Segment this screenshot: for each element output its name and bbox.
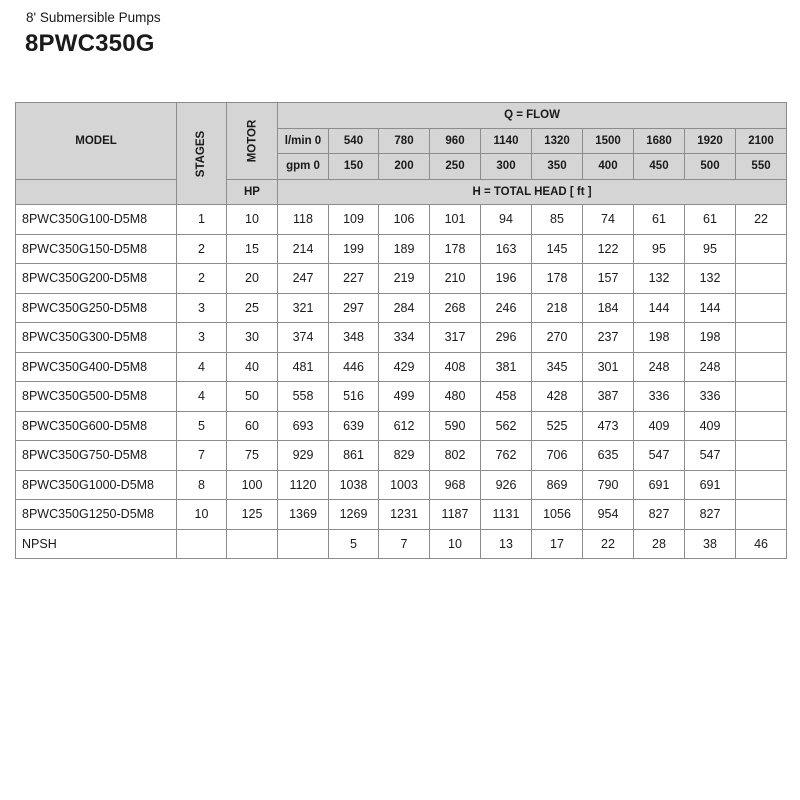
head-cell: 301 (583, 352, 634, 382)
head-cell: 61 (634, 205, 685, 235)
head-cell (736, 500, 787, 530)
head-cell: 446 (329, 352, 379, 382)
head-cell: 210 (430, 264, 481, 294)
lmin-cell: 1680 (634, 128, 685, 154)
head-cell: 345 (532, 352, 583, 382)
npsh-cell (278, 529, 329, 559)
npsh-cell: 13 (481, 529, 532, 559)
table-row (16, 382, 787, 412)
lmin-cell: 780 (379, 128, 430, 154)
table-row (16, 264, 787, 294)
model-cell: 8PWC350G200-D5M8 (16, 264, 177, 294)
head-cell: 248 (634, 352, 685, 382)
head-cell: 317 (430, 323, 481, 353)
head-cell: 237 (583, 323, 634, 353)
head-cell: 118 (278, 205, 329, 235)
head-cell (736, 382, 787, 412)
table-row (16, 500, 787, 530)
page-subtitle: 8' Submersible Pumps (26, 10, 161, 25)
head-cell: 480 (430, 382, 481, 412)
head-cell (736, 352, 787, 382)
head-cell: 199 (329, 234, 379, 264)
stages-cell: 10 (177, 500, 227, 530)
head-cell: 1231 (379, 500, 430, 530)
npsh-cell: 22 (583, 529, 634, 559)
head-cell: 268 (430, 293, 481, 323)
npsh-cell: 5 (329, 529, 379, 559)
head-cell: 802 (430, 441, 481, 471)
stages-cell: 2 (177, 234, 227, 264)
head-cell: 409 (685, 411, 736, 441)
head-cell: 861 (329, 441, 379, 471)
head-cell: 387 (583, 382, 634, 412)
gpm-cell: 350 (532, 154, 583, 180)
table-row (16, 352, 787, 382)
head-cell: 227 (329, 264, 379, 294)
table-row (16, 441, 787, 471)
hp-cell: 40 (227, 352, 278, 382)
stages-header (177, 103, 227, 205)
head-cell: 189 (379, 234, 430, 264)
table-row (16, 234, 787, 264)
header-row-flow (16, 103, 787, 129)
head-cell: 214 (278, 234, 329, 264)
model-header: MODEL (16, 103, 177, 180)
head-cell: 248 (685, 352, 736, 382)
stages-cell: 4 (177, 352, 227, 382)
model-header-spacer (16, 179, 177, 205)
head-cell: 178 (430, 234, 481, 264)
head-cell: 109 (329, 205, 379, 235)
gpm-cell: 450 (634, 154, 685, 180)
table-row (16, 470, 787, 500)
page-title: 8PWC350G (25, 30, 155, 57)
head-cell: 198 (685, 323, 736, 353)
head-cell: 635 (583, 441, 634, 471)
head-header: H = TOTAL HEAD [ ft ] (278, 179, 787, 205)
npsh-row (16, 529, 787, 559)
head-cell: 516 (329, 382, 379, 412)
hp-cell: 75 (227, 441, 278, 471)
header-row-head (16, 179, 787, 205)
model-cell: 8PWC350G250-D5M8 (16, 293, 177, 323)
gpm-cell: 500 (685, 154, 736, 180)
stages-cell: 5 (177, 411, 227, 441)
hp-cell: 30 (227, 323, 278, 353)
head-cell: 827 (634, 500, 685, 530)
lmin-cell: 960 (430, 128, 481, 154)
head-cell: 336 (634, 382, 685, 412)
gpm-cell: 300 (481, 154, 532, 180)
head-cell: 473 (583, 411, 634, 441)
lmin-cell: l/min 0 (278, 128, 329, 154)
head-cell: 22 (736, 205, 787, 235)
head-cell: 321 (278, 293, 329, 323)
head-cell: 95 (634, 234, 685, 264)
head-cell: 829 (379, 441, 430, 471)
head-cell: 247 (278, 264, 329, 294)
lmin-cell: 1500 (583, 128, 634, 154)
head-cell: 458 (481, 382, 532, 412)
model-cell: 8PWC350G100-D5M8 (16, 205, 177, 235)
head-cell: 926 (481, 470, 532, 500)
head-cell: 1131 (481, 500, 532, 530)
model-cell: 8PWC350G150-D5M8 (16, 234, 177, 264)
head-cell: 270 (532, 323, 583, 353)
model-cell: 8PWC350G750-D5M8 (16, 441, 177, 471)
model-cell: 8PWC350G1000-D5M8 (16, 470, 177, 500)
head-cell: 106 (379, 205, 430, 235)
head-cell: 1269 (329, 500, 379, 530)
hp-cell: 50 (227, 382, 278, 412)
head-cell: 184 (583, 293, 634, 323)
head-cell: 336 (685, 382, 736, 412)
hp-cell: 20 (227, 264, 278, 294)
head-cell: 1187 (430, 500, 481, 530)
head-cell: 827 (685, 500, 736, 530)
hp-cell: 100 (227, 470, 278, 500)
hp-cell: 10 (227, 205, 278, 235)
flow-header: Q = FLOW (278, 103, 787, 129)
head-cell (736, 234, 787, 264)
hp-cell: 125 (227, 500, 278, 530)
model-cell: 8PWC350G400-D5M8 (16, 352, 177, 382)
head-cell: 968 (430, 470, 481, 500)
lmin-cell: 1920 (685, 128, 736, 154)
head-cell: 481 (278, 352, 329, 382)
head-cell: 381 (481, 352, 532, 382)
stages-cell: 3 (177, 323, 227, 353)
hp-cell: 60 (227, 411, 278, 441)
lmin-cell: 1140 (481, 128, 532, 154)
hp-header: HP (227, 179, 278, 205)
head-cell: 132 (634, 264, 685, 294)
table-row (16, 205, 787, 235)
head-cell: 61 (685, 205, 736, 235)
stages-cell: 7 (177, 441, 227, 471)
head-cell: 691 (685, 470, 736, 500)
stages-cell: 4 (177, 382, 227, 412)
head-cell (736, 411, 787, 441)
head-cell: 163 (481, 234, 532, 264)
hp-cell: 25 (227, 293, 278, 323)
npsh-label: NPSH (16, 529, 177, 559)
head-cell: 547 (634, 441, 685, 471)
performance-table (15, 102, 787, 559)
head-cell: 297 (329, 293, 379, 323)
head-cell: 145 (532, 234, 583, 264)
lmin-cell: 2100 (736, 128, 787, 154)
head-cell: 929 (278, 441, 329, 471)
head-cell: 790 (583, 470, 634, 500)
head-cell: 95 (685, 234, 736, 264)
head-cell: 157 (583, 264, 634, 294)
gpm-cell: 400 (583, 154, 634, 180)
head-cell (736, 470, 787, 500)
table-row (16, 411, 787, 441)
head-cell (736, 323, 787, 353)
stages-cell: 1 (177, 205, 227, 235)
npsh-cell: 17 (532, 529, 583, 559)
npsh-cell: 7 (379, 529, 430, 559)
stages-cell: 8 (177, 470, 227, 500)
head-cell: 219 (379, 264, 430, 294)
head-cell: 334 (379, 323, 430, 353)
head-cell: 246 (481, 293, 532, 323)
npsh-stages-cell (177, 529, 227, 559)
npsh-cell: 28 (634, 529, 685, 559)
head-cell: 74 (583, 205, 634, 235)
gpm-cell: 150 (329, 154, 379, 180)
head-cell: 218 (532, 293, 583, 323)
head-cell (736, 264, 787, 294)
head-cell: 122 (583, 234, 634, 264)
gpm-cell: 550 (736, 154, 787, 180)
head-cell: 198 (634, 323, 685, 353)
hp-cell: 15 (227, 234, 278, 264)
head-cell: 1003 (379, 470, 430, 500)
head-cell: 196 (481, 264, 532, 294)
head-cell: 1056 (532, 500, 583, 530)
head-cell: 590 (430, 411, 481, 441)
head-cell: 144 (634, 293, 685, 323)
head-cell: 706 (532, 441, 583, 471)
stages-cell: 2 (177, 264, 227, 294)
head-cell: 762 (481, 441, 532, 471)
head-cell: 101 (430, 205, 481, 235)
motor-label: MOTOR (246, 119, 258, 163)
head-cell: 525 (532, 411, 583, 441)
stages-label: STAGES (195, 130, 208, 177)
head-cell: 1120 (278, 470, 329, 500)
head-cell: 429 (379, 352, 430, 382)
head-cell: 132 (685, 264, 736, 294)
head-cell: 178 (532, 264, 583, 294)
head-cell: 428 (532, 382, 583, 412)
head-cell: 693 (278, 411, 329, 441)
head-cell: 374 (278, 323, 329, 353)
head-cell: 954 (583, 500, 634, 530)
head-cell: 1038 (329, 470, 379, 500)
gpm-cell: 250 (430, 154, 481, 180)
head-cell: 691 (634, 470, 685, 500)
head-cell: 547 (685, 441, 736, 471)
head-cell: 639 (329, 411, 379, 441)
head-cell: 499 (379, 382, 430, 412)
head-cell: 85 (532, 205, 583, 235)
head-cell: 612 (379, 411, 430, 441)
model-cell: 8PWC350G500-D5M8 (16, 382, 177, 412)
head-cell: 296 (481, 323, 532, 353)
gpm-cell: gpm 0 (278, 154, 329, 180)
lmin-cell: 540 (329, 128, 379, 154)
head-cell: 94 (481, 205, 532, 235)
head-cell (736, 441, 787, 471)
table-row (16, 293, 787, 323)
head-cell: 558 (278, 382, 329, 412)
model-cell: 8PWC350G300-D5M8 (16, 323, 177, 353)
head-cell: 144 (685, 293, 736, 323)
head-cell: 869 (532, 470, 583, 500)
model-cell: 8PWC350G1250-D5M8 (16, 500, 177, 530)
npsh-cell: 46 (736, 529, 787, 559)
head-cell: 284 (379, 293, 430, 323)
head-cell: 348 (329, 323, 379, 353)
npsh-cell: 10 (430, 529, 481, 559)
npsh-hp-cell (227, 529, 278, 559)
lmin-cell: 1320 (532, 128, 583, 154)
motor-header (227, 103, 278, 180)
table-row (16, 323, 787, 353)
head-cell: 409 (634, 411, 685, 441)
stages-cell: 3 (177, 293, 227, 323)
head-cell: 562 (481, 411, 532, 441)
model-cell: 8PWC350G600-D5M8 (16, 411, 177, 441)
head-cell (736, 293, 787, 323)
gpm-cell: 200 (379, 154, 430, 180)
head-cell: 1369 (278, 500, 329, 530)
npsh-cell: 38 (685, 529, 736, 559)
head-cell: 408 (430, 352, 481, 382)
